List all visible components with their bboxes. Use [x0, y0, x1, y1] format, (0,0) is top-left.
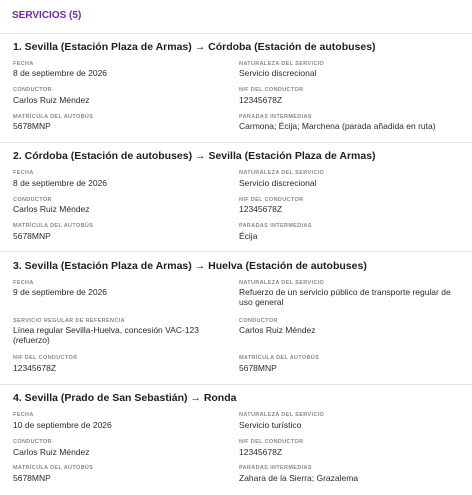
- paradas-label: PARADAS INTERMEDIAS: [239, 114, 312, 120]
- conductor-value: Carlos Ruiz Méndez: [13, 204, 90, 214]
- servicio-regular-value: Línea regular Sevilla-Huelva, concesión VAC-123 (refuerzo): [13, 325, 199, 345]
- service-title: 2. Córdoba (Estación de autobuses) → Sevilla (Estación Plaza de Armas): [13, 150, 376, 162]
- conductor-value: Carlos Ruiz Méndez: [13, 95, 90, 105]
- fecha-label: FECHA: [13, 412, 34, 418]
- conductor-label: CONDUCTOR: [13, 439, 52, 445]
- divider: [0, 33, 472, 34]
- matricula-value: 5678MNP: [13, 231, 51, 241]
- matricula-label: MATRÍCULA DEL AUTOBÚS: [13, 223, 94, 229]
- service-title: 4. Sevilla (Prado de San Sebastián) → Ronda: [13, 392, 237, 404]
- matricula-label: MATRÍCULA DEL AUTOBÚS: [13, 114, 94, 120]
- paradas-label: PARADAS INTERMEDIAS: [239, 223, 312, 229]
- divider: [0, 142, 472, 143]
- divider: [0, 384, 472, 385]
- naturaleza-value: Servicio discrecional: [239, 178, 317, 188]
- nif-label: NIF DEL CONDUCTOR: [239, 87, 304, 93]
- matricula-value: 5678MNP: [13, 473, 51, 483]
- nif-label: NIF DEL CONDUCTOR: [239, 197, 304, 203]
- paradas-label: PARADAS INTERMEDIAS: [239, 465, 312, 471]
- fecha-value: 8 de septiembre de 2026: [13, 178, 108, 188]
- nif-value: 12345678Z: [239, 95, 283, 105]
- service-title: 3. Sevilla (Estación Plaza de Armas) → Huelva (Estación de autobuses): [13, 260, 367, 272]
- conductor-value: Carlos Ruiz Méndez: [239, 325, 316, 335]
- conductor-label: CONDUCTOR: [13, 197, 52, 203]
- fecha-label: FECHA: [13, 170, 34, 176]
- nif-label: NIF DEL CONDUCTOR: [239, 439, 304, 445]
- paradas-value: Écija: [239, 231, 258, 241]
- naturaleza-label: NATURALEZA DEL SERVICIO: [239, 170, 325, 176]
- naturaleza-value: Servicio turístico: [239, 420, 302, 430]
- naturaleza-label: NATURALEZA DEL SERVICIO: [239, 412, 325, 418]
- service-title: 1. Sevilla (Estación Plaza de Armas) → Córdoba (Estación de autobuses): [13, 41, 376, 53]
- divider: [0, 251, 472, 252]
- fecha-label: FECHA: [13, 280, 34, 286]
- nif-value: 12345678Z: [13, 363, 57, 373]
- fecha-value: 10 de septiembre de 2026: [13, 420, 112, 430]
- paradas-value: Carmona; Écija; Marchena (parada añadida en ruta): [239, 121, 436, 131]
- conductor-value: Carlos Ruiz Méndez: [13, 447, 90, 457]
- fecha-value: 8 de septiembre de 2026: [13, 68, 108, 78]
- nif-label: NIF DEL CONDUCTOR: [13, 355, 78, 361]
- naturaleza-label: NATURALEZA DEL SERVICIO: [239, 280, 325, 286]
- nif-value: 12345678Z: [239, 447, 283, 457]
- matricula-label: MATRÍCULA DEL AUTOBÚS: [239, 355, 320, 361]
- matricula-label: MATRÍCULA DEL AUTOBÚS: [13, 465, 94, 471]
- matricula-value: 5678MNP: [239, 363, 277, 373]
- paradas-value: Zahara de la Sierra; Grazalema: [239, 473, 359, 483]
- nif-value: 12345678Z: [239, 204, 283, 214]
- fecha-label: FECHA: [13, 61, 34, 67]
- matricula-value: 5678MNP: [13, 121, 51, 131]
- servicio-regular-label: SERVICIO REGULAR DE REFERENCIA: [13, 318, 125, 324]
- naturaleza-label: NATURALEZA DEL SERVICIO: [239, 61, 325, 67]
- fecha-value: 9 de septiembre de 2026: [13, 287, 108, 297]
- naturaleza-value: Refuerzo de un servicio público de transporte regular de uso general: [239, 287, 451, 307]
- naturaleza-value: Servicio discrecional: [239, 68, 317, 78]
- conductor-label: CONDUCTOR: [13, 87, 52, 93]
- section-title: SERVICIOS (5): [12, 10, 82, 21]
- conductor-label: CONDUCTOR: [239, 318, 278, 324]
